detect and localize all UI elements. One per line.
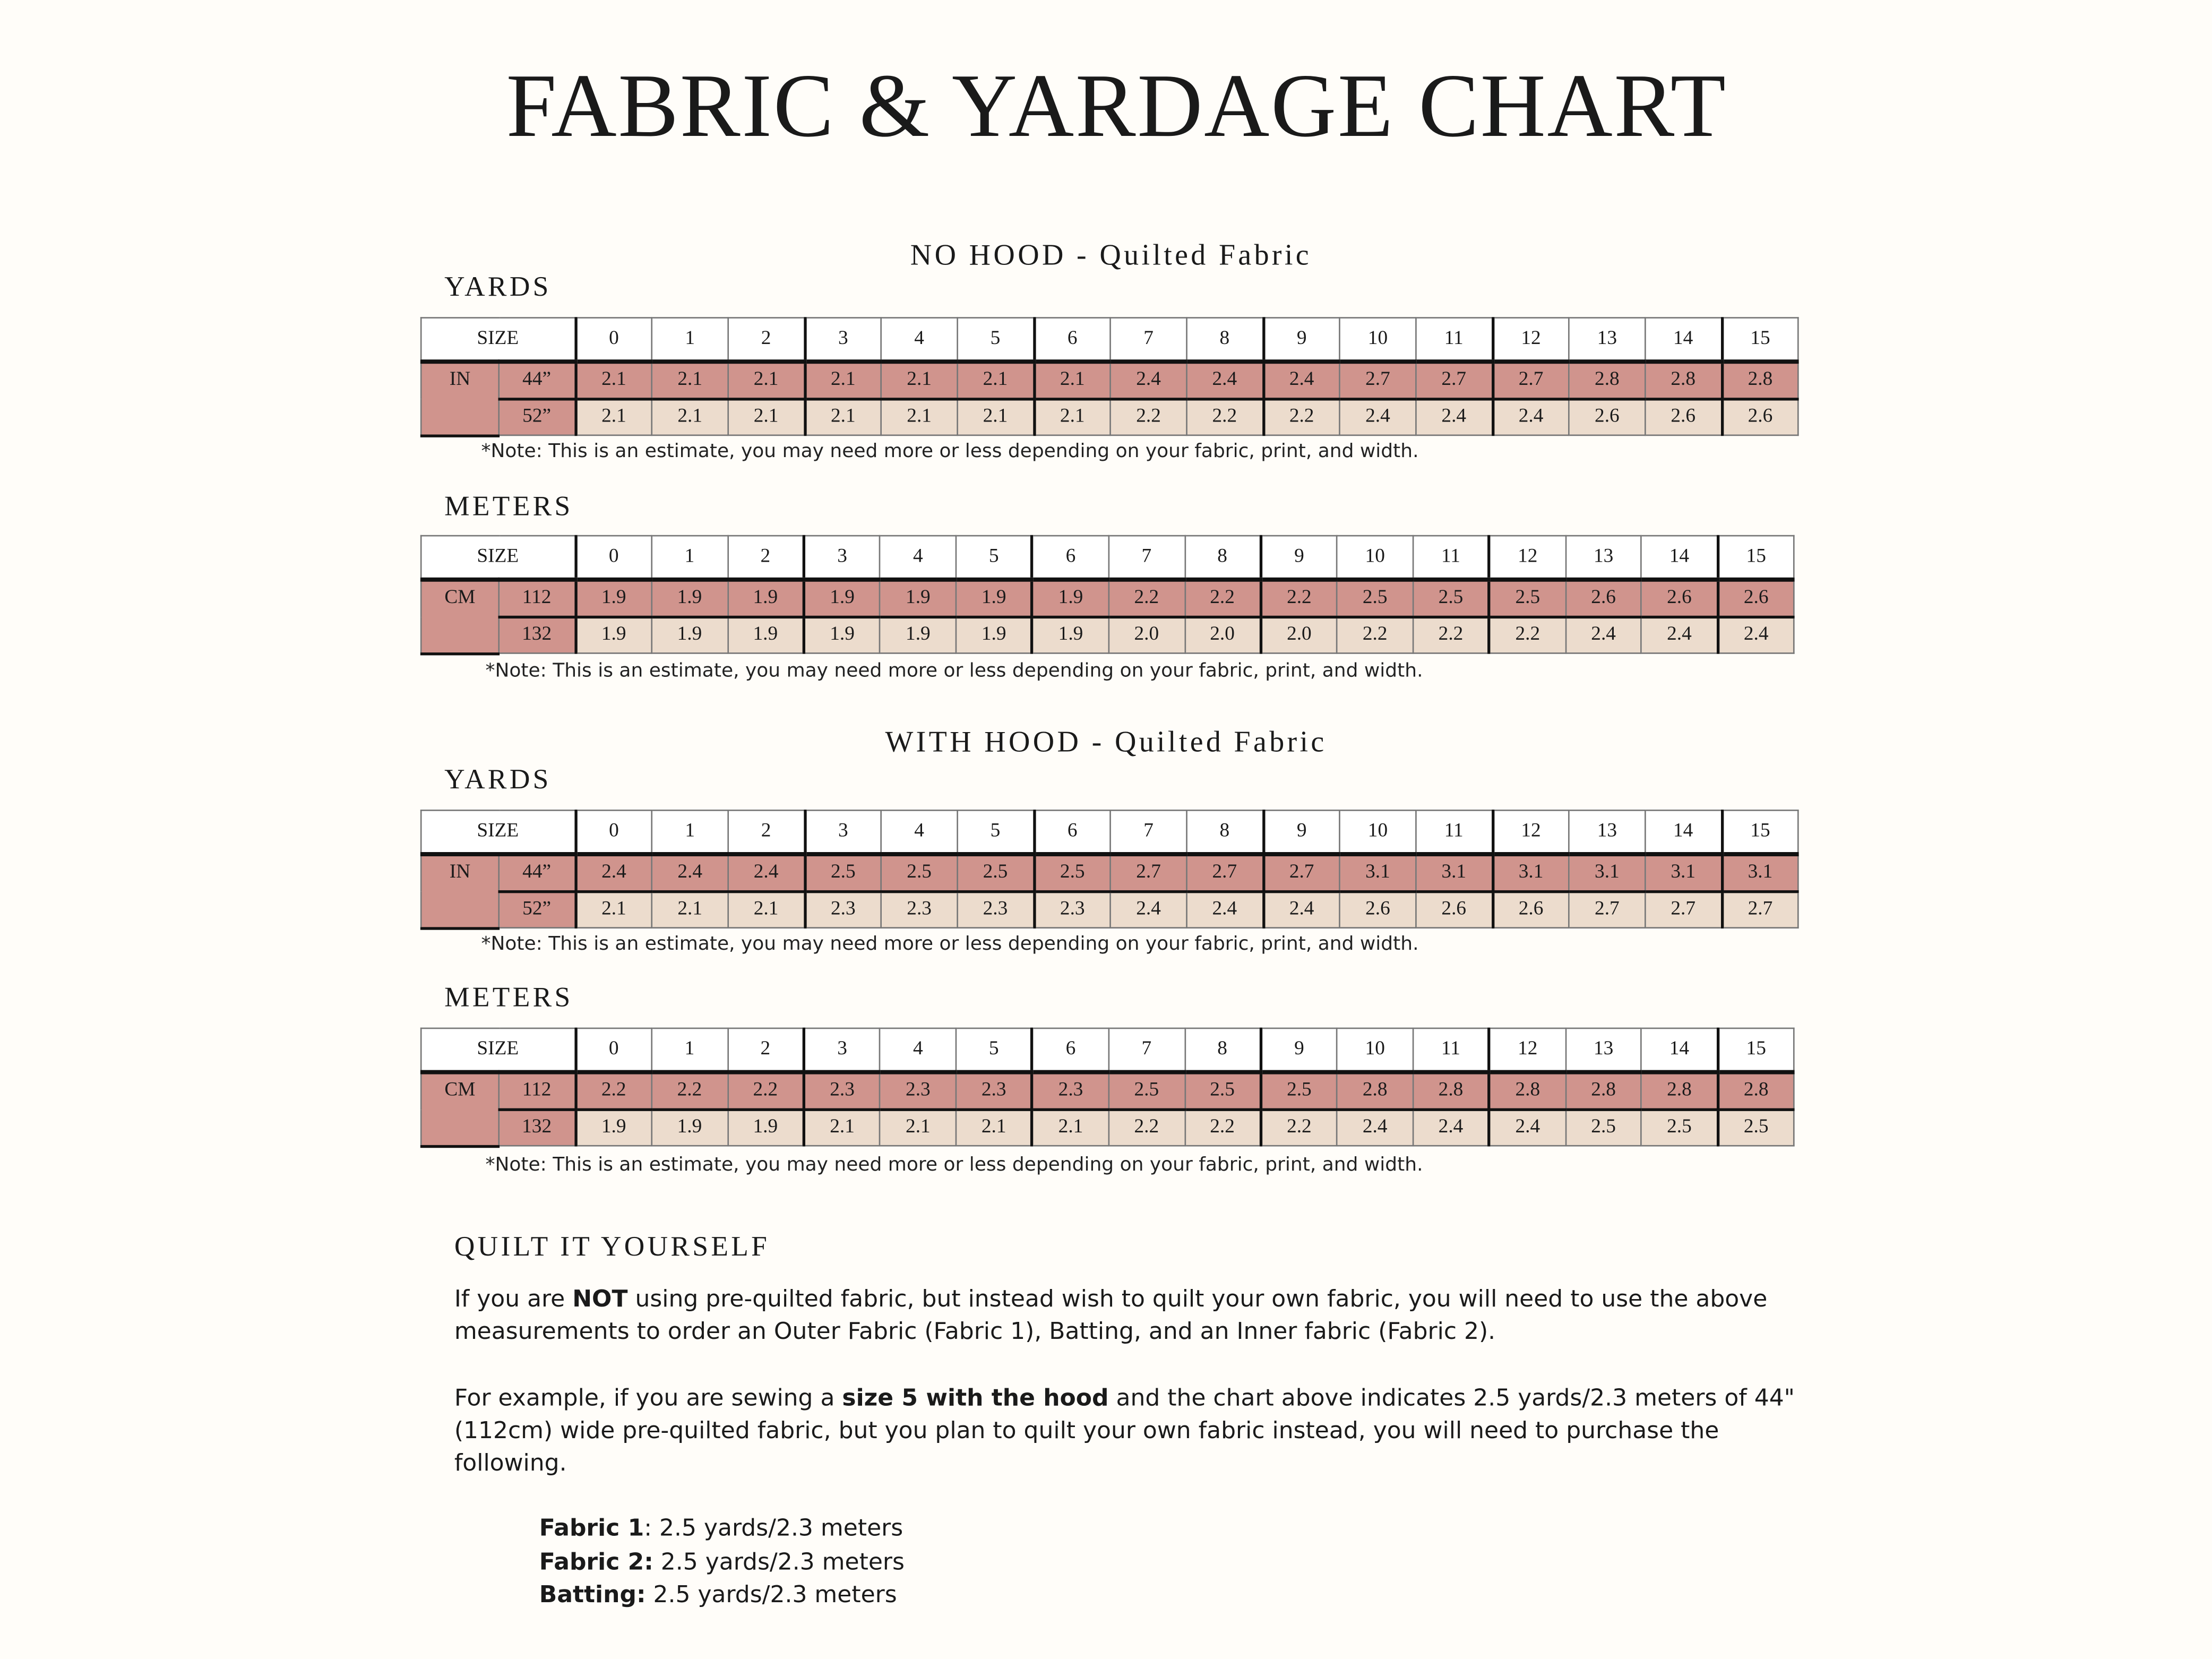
size-column-header: 1 — [652, 318, 728, 362]
item-label: Fabric 1 — [539, 1514, 644, 1542]
amount-cell: 2.3 — [958, 892, 1034, 928]
amount-cell: 2.1 — [575, 892, 652, 928]
amount-cell: 2.4 — [1492, 399, 1569, 435]
width-row-secondary — [421, 399, 1798, 435]
estimate-note: *Note: This is an estimate, you may need more or less depending on your fabric, print, and width. — [481, 932, 1419, 956]
amount-cell: 2.5 — [1565, 1110, 1641, 1146]
amount-cell: 2.1 — [880, 1110, 956, 1146]
size-column-header: 12 — [1489, 1028, 1565, 1072]
amount-cell: 2.1 — [575, 362, 652, 399]
amount-cell: 2.0 — [1108, 617, 1184, 653]
section-heading-no-hood: NO HOOD - Quilted Fabric — [910, 237, 1312, 272]
amount-cell: 2.8 — [1645, 362, 1722, 399]
amount-cell: 2.1 — [881, 362, 958, 399]
size-column-header: 15 — [1722, 810, 1798, 854]
unit-cell: CM — [421, 580, 499, 654]
size-column-header: 2 — [728, 318, 805, 362]
meters-label: METERS — [444, 491, 573, 522]
size-column-header: 12 — [1492, 318, 1569, 362]
amount-cell: 2.8 — [1337, 1072, 1413, 1110]
size-column-header: 11 — [1416, 318, 1492, 362]
amount-cell: 2.4 — [1413, 1110, 1489, 1146]
amount-cell: 2.4 — [1263, 892, 1339, 928]
amount-cell: 2.4 — [1111, 362, 1187, 399]
size-column-header: 9 — [1261, 536, 1337, 580]
page-title: FABRIC & YARDAGE CHART — [506, 55, 1727, 156]
amount-cell: 2.5 — [958, 854, 1034, 892]
size-column-header: 5 — [958, 810, 1034, 854]
purchase-list — [539, 1511, 905, 1611]
item-value: 2.5 yards/2.3 meters — [653, 1548, 905, 1575]
amount-cell: 1.9 — [804, 617, 880, 653]
size-column-header: 6 — [1032, 1028, 1108, 1072]
amount-cell: 2.1 — [1034, 399, 1111, 435]
width-row-secondary — [421, 892, 1798, 928]
size-column-header: 15 — [1722, 318, 1798, 362]
amount-cell: 2.7 — [1416, 362, 1492, 399]
amount-cell: 2.4 — [1263, 362, 1339, 399]
size-column-header: 10 — [1337, 536, 1413, 580]
amount-cell: 2.4 — [1565, 617, 1641, 653]
size-column-header: 8 — [1187, 810, 1263, 854]
unit-cell: IN — [421, 854, 499, 928]
width-row-primary — [421, 854, 1798, 892]
unit-cell: IN — [421, 362, 499, 435]
header-row — [421, 810, 1798, 854]
sep: : — [644, 1514, 652, 1542]
item-label: Fabric 2: — [539, 1548, 653, 1575]
amount-cell: 2.4 — [575, 854, 652, 892]
amount-cell: 2.6 — [1569, 399, 1645, 435]
amount-cell: 1.9 — [651, 1110, 727, 1146]
quilt-heading: QUILT IT YOURSELF — [454, 1231, 770, 1263]
width-row-primary — [421, 362, 1798, 399]
size-column-header: 11 — [1416, 810, 1492, 854]
yardage-table — [420, 317, 1799, 436]
size-column-header: 5 — [956, 1028, 1032, 1072]
size-column-header: 7 — [1108, 536, 1184, 580]
size-column-header: 9 — [1263, 810, 1339, 854]
amount-cell: 2.2 — [728, 1072, 804, 1110]
size-header: SIZE — [421, 318, 575, 362]
size-column-header: 0 — [575, 536, 651, 580]
amount-cell: 2.4 — [1339, 399, 1416, 435]
meters-label: METERS — [444, 982, 573, 1013]
amount-cell: 2.4 — [1187, 892, 1263, 928]
size-column-header: 12 — [1492, 810, 1569, 854]
size-column-header: 14 — [1641, 1028, 1717, 1072]
amount-cell: 2.2 — [1337, 617, 1413, 653]
size-column-header: 2 — [728, 536, 804, 580]
emphasis: size 5 with the hood — [842, 1384, 1109, 1412]
size-column-header: 13 — [1565, 536, 1641, 580]
amount-cell: 2.6 — [1339, 892, 1416, 928]
amount-cell: 2.8 — [1722, 362, 1798, 399]
amount-cell: 3.1 — [1569, 854, 1645, 892]
amount-cell: 1.9 — [728, 580, 804, 617]
amount-cell: 1.9 — [575, 580, 651, 617]
amount-cell: 2.4 — [1718, 617, 1794, 653]
list-item — [539, 1578, 905, 1612]
amount-cell: 2.1 — [575, 399, 652, 435]
size-column-header: 9 — [1263, 318, 1339, 362]
amount-cell: 3.1 — [1416, 854, 1492, 892]
size-column-header: 2 — [728, 1028, 804, 1072]
amount-cell: 2.0 — [1261, 617, 1337, 653]
amount-cell: 2.3 — [956, 1072, 1032, 1110]
size-column-header: 14 — [1641, 536, 1717, 580]
amount-cell: 2.6 — [1641, 580, 1717, 617]
amount-cell: 2.4 — [1187, 362, 1263, 399]
amount-cell: 2.7 — [1645, 892, 1722, 928]
text: and the chart above indicates 2.5 yards/2.3 meters of 44"(112cm) wide pre-quilted fabric, but you plan to quilt your own fabric instead, you will need to purchase the following. — [454, 1384, 1795, 1476]
fabric-width-cell: 132 — [499, 617, 575, 653]
item-value: 2.5 yards/2.3 meters — [645, 1581, 897, 1608]
amount-cell: 2.5 — [881, 854, 958, 892]
size-column-header: 14 — [1645, 318, 1722, 362]
width-row-primary — [421, 580, 1794, 617]
amount-cell: 2.6 — [1492, 892, 1569, 928]
fabric-width-cell: 112 — [499, 1072, 575, 1110]
amount-cell: 2.1 — [652, 362, 728, 399]
size-column-header: 15 — [1718, 1028, 1794, 1072]
amount-cell: 2.4 — [652, 854, 728, 892]
amount-cell: 2.8 — [1641, 1072, 1717, 1110]
amount-cell: 2.1 — [956, 1110, 1032, 1146]
amount-cell: 2.6 — [1718, 580, 1794, 617]
size-column-header: 4 — [881, 810, 958, 854]
amount-cell: 2.7 — [1187, 854, 1263, 892]
size-column-header: 3 — [805, 318, 881, 362]
quilt-paragraph-2 — [454, 1381, 1813, 1479]
amount-cell: 3.1 — [1339, 854, 1416, 892]
amount-cell: 2.5 — [1108, 1072, 1184, 1110]
text: For example, if you are sewing a — [454, 1384, 842, 1412]
amount-cell: 2.3 — [1032, 1072, 1108, 1110]
amount-cell: 1.9 — [804, 580, 880, 617]
size-column-header: 4 — [880, 1028, 956, 1072]
size-column-header: 12 — [1489, 536, 1565, 580]
size-column-header: 1 — [651, 1028, 727, 1072]
amount-cell: 2.2 — [1187, 399, 1263, 435]
amount-cell: 2.2 — [1263, 399, 1339, 435]
estimate-note: *Note: This is an estimate, you may need more or less depending on your fabric, print, and width. — [481, 440, 1419, 463]
size-column-header: 3 — [804, 536, 880, 580]
yards-label: YARDS — [444, 271, 552, 303]
amount-cell: 1.9 — [880, 580, 956, 617]
amount-cell: 2.2 — [575, 1072, 651, 1110]
amount-cell: 2.5 — [1185, 1072, 1261, 1110]
amount-cell: 2.7 — [1569, 892, 1645, 928]
amount-cell: 1.9 — [956, 617, 1032, 653]
amount-cell: 2.3 — [804, 1072, 880, 1110]
amount-cell: 2.8 — [1489, 1072, 1565, 1110]
amount-cell: 2.1 — [805, 362, 881, 399]
amount-cell: 2.5 — [805, 854, 881, 892]
size-column-header: 0 — [575, 810, 652, 854]
amount-cell: 3.1 — [1492, 854, 1569, 892]
amount-cell: 1.9 — [728, 1110, 804, 1146]
size-column-header: 8 — [1185, 536, 1261, 580]
amount-cell: 2.4 — [1489, 1110, 1565, 1146]
size-column-header: 10 — [1339, 318, 1416, 362]
yardage-table — [420, 810, 1799, 929]
yardage-table — [420, 535, 1795, 655]
yardage-table — [420, 1028, 1795, 1147]
amount-cell: 1.9 — [728, 617, 804, 653]
amount-cell: 1.9 — [651, 580, 727, 617]
fabric-width-cell: 44” — [499, 854, 575, 892]
list-item — [539, 1511, 905, 1545]
amount-cell: 2.4 — [728, 854, 805, 892]
size-column-header: 2 — [728, 810, 805, 854]
amount-cell: 2.4 — [1111, 892, 1187, 928]
size-column-header: 6 — [1034, 318, 1111, 362]
size-header: SIZE — [421, 1028, 575, 1072]
size-column-header: 6 — [1032, 536, 1108, 580]
amount-cell: 2.1 — [728, 892, 805, 928]
amount-cell: 2.1 — [728, 399, 805, 435]
amount-cell: 2.2 — [1108, 1110, 1184, 1146]
size-column-header: 0 — [575, 1028, 651, 1072]
size-column-header: 0 — [575, 318, 652, 362]
amount-cell: 2.3 — [881, 892, 958, 928]
size-column-header: 13 — [1569, 810, 1645, 854]
amount-cell: 2.2 — [651, 1072, 727, 1110]
amount-cell: 2.3 — [880, 1072, 956, 1110]
amount-cell: 2.7 — [1111, 854, 1187, 892]
section-heading-with-hood: WITH HOOD - Quilted Fabric — [885, 725, 1327, 759]
size-column-header: 11 — [1413, 536, 1489, 580]
amount-cell: 3.1 — [1645, 854, 1722, 892]
fabric-width-cell: 112 — [499, 580, 575, 617]
amount-cell: 2.5 — [1337, 580, 1413, 617]
amount-cell: 3.1 — [1722, 854, 1798, 892]
yards-label: YARDS — [444, 764, 552, 796]
estimate-note: *Note: This is an estimate, you may need more or less depending on your fabric, print, and width. — [485, 1153, 1423, 1176]
size-column-header: 7 — [1108, 1028, 1184, 1072]
size-column-header: 8 — [1187, 318, 1263, 362]
amount-cell: 2.8 — [1718, 1072, 1794, 1110]
amount-cell: 2.1 — [652, 892, 728, 928]
size-column-header: 8 — [1185, 1028, 1261, 1072]
amount-cell: 2.5 — [1718, 1110, 1794, 1146]
amount-cell: 1.9 — [956, 580, 1032, 617]
size-column-header: 6 — [1034, 810, 1111, 854]
amount-cell: 2.3 — [1034, 892, 1111, 928]
amount-cell: 2.0 — [1185, 617, 1261, 653]
size-column-header: 1 — [651, 536, 727, 580]
size-column-header: 7 — [1111, 810, 1187, 854]
amount-cell: 2.5 — [1261, 1072, 1337, 1110]
amount-cell: 2.7 — [1339, 362, 1416, 399]
amount-cell: 2.5 — [1489, 580, 1565, 617]
amount-cell: 2.1 — [805, 399, 881, 435]
fabric-width-cell: 44” — [499, 362, 575, 399]
item-value: 2.5 yards/2.3 meters — [652, 1514, 903, 1542]
amount-cell: 2.1 — [804, 1110, 880, 1146]
amount-cell: 1.9 — [880, 617, 956, 653]
fabric-width-cell: 52” — [499, 892, 575, 928]
amount-cell: 2.5 — [1034, 854, 1111, 892]
amount-cell: 2.2 — [1489, 617, 1565, 653]
size-column-header: 5 — [958, 318, 1034, 362]
size-column-header: 5 — [956, 536, 1032, 580]
text: using pre-quilted fabric, but instead wish to quilt your own fabric, you will need to use the above measurements to order an Outer Fabric (Fabric 1), Batting, and an Inner fabric (Fabric 2). — [454, 1285, 1768, 1345]
amount-cell: 2.3 — [805, 892, 881, 928]
amount-cell: 2.6 — [1416, 892, 1492, 928]
amount-cell: 1.9 — [575, 1110, 651, 1146]
amount-cell: 2.7 — [1492, 362, 1569, 399]
amount-cell: 2.1 — [881, 399, 958, 435]
size-column-header: 13 — [1569, 318, 1645, 362]
amount-cell: 2.2 — [1413, 617, 1489, 653]
amount-cell: 2.2 — [1261, 1110, 1337, 1146]
size-column-header: 11 — [1413, 1028, 1489, 1072]
amount-cell: 2.1 — [1032, 1110, 1108, 1146]
amount-cell: 2.4 — [1337, 1110, 1413, 1146]
amount-cell: 1.9 — [1032, 580, 1108, 617]
quilt-paragraph-1 — [454, 1282, 1813, 1347]
size-column-header: 3 — [804, 1028, 880, 1072]
width-row-secondary — [421, 1110, 1794, 1146]
emphasis: NOT — [572, 1285, 628, 1312]
fabric-width-cell: 52” — [499, 399, 575, 435]
amount-cell: 1.9 — [651, 617, 727, 653]
size-column-header: 3 — [805, 810, 881, 854]
amount-cell: 2.1 — [652, 399, 728, 435]
size-column-header: 4 — [881, 318, 958, 362]
size-column-header: 9 — [1261, 1028, 1337, 1072]
amount-cell: 2.4 — [1641, 617, 1717, 653]
size-header: SIZE — [421, 536, 575, 580]
width-row-primary — [421, 1072, 1794, 1110]
amount-cell: 2.7 — [1722, 892, 1798, 928]
estimate-note: *Note: This is an estimate, you may need more or less depending on your fabric, print, and width. — [485, 659, 1423, 683]
text: If you are — [454, 1285, 573, 1312]
width-row-secondary — [421, 617, 1794, 653]
size-column-header: 4 — [880, 536, 956, 580]
amount-cell: 2.2 — [1185, 1110, 1261, 1146]
size-column-header: 14 — [1645, 810, 1722, 854]
amount-cell: 2.1 — [958, 362, 1034, 399]
amount-cell: 2.8 — [1569, 362, 1645, 399]
item-label: Batting: — [539, 1581, 646, 1608]
size-column-header: 7 — [1111, 318, 1187, 362]
fabric-width-cell: 132 — [499, 1110, 575, 1146]
amount-cell: 2.2 — [1108, 580, 1184, 617]
amount-cell: 2.6 — [1645, 399, 1722, 435]
amount-cell: 2.1 — [1034, 362, 1111, 399]
size-column-header: 10 — [1337, 1028, 1413, 1072]
list-item — [539, 1545, 905, 1578]
size-column-header: 15 — [1718, 536, 1794, 580]
amount-cell: 2.7 — [1263, 854, 1339, 892]
amount-cell: 2.4 — [1416, 399, 1492, 435]
amount-cell: 2.2 — [1261, 580, 1337, 617]
size-header: SIZE — [421, 810, 575, 854]
size-column-header: 10 — [1339, 810, 1416, 854]
amount-cell: 2.5 — [1641, 1110, 1717, 1146]
amount-cell: 2.6 — [1722, 399, 1798, 435]
amount-cell: 2.2 — [1111, 399, 1187, 435]
amount-cell: 2.2 — [1185, 580, 1261, 617]
amount-cell: 1.9 — [1032, 617, 1108, 653]
amount-cell: 2.8 — [1413, 1072, 1489, 1110]
amount-cell: 2.1 — [728, 362, 805, 399]
amount-cell: 2.5 — [1413, 580, 1489, 617]
size-column-header: 1 — [652, 810, 728, 854]
unit-cell: CM — [421, 1072, 499, 1146]
header-row — [421, 318, 1798, 362]
amount-cell: 2.6 — [1565, 580, 1641, 617]
size-column-header: 13 — [1565, 1028, 1641, 1072]
header-row — [421, 1028, 1794, 1072]
header-row — [421, 536, 1794, 580]
amount-cell: 2.8 — [1565, 1072, 1641, 1110]
amount-cell: 1.9 — [575, 617, 651, 653]
amount-cell: 2.1 — [958, 399, 1034, 435]
